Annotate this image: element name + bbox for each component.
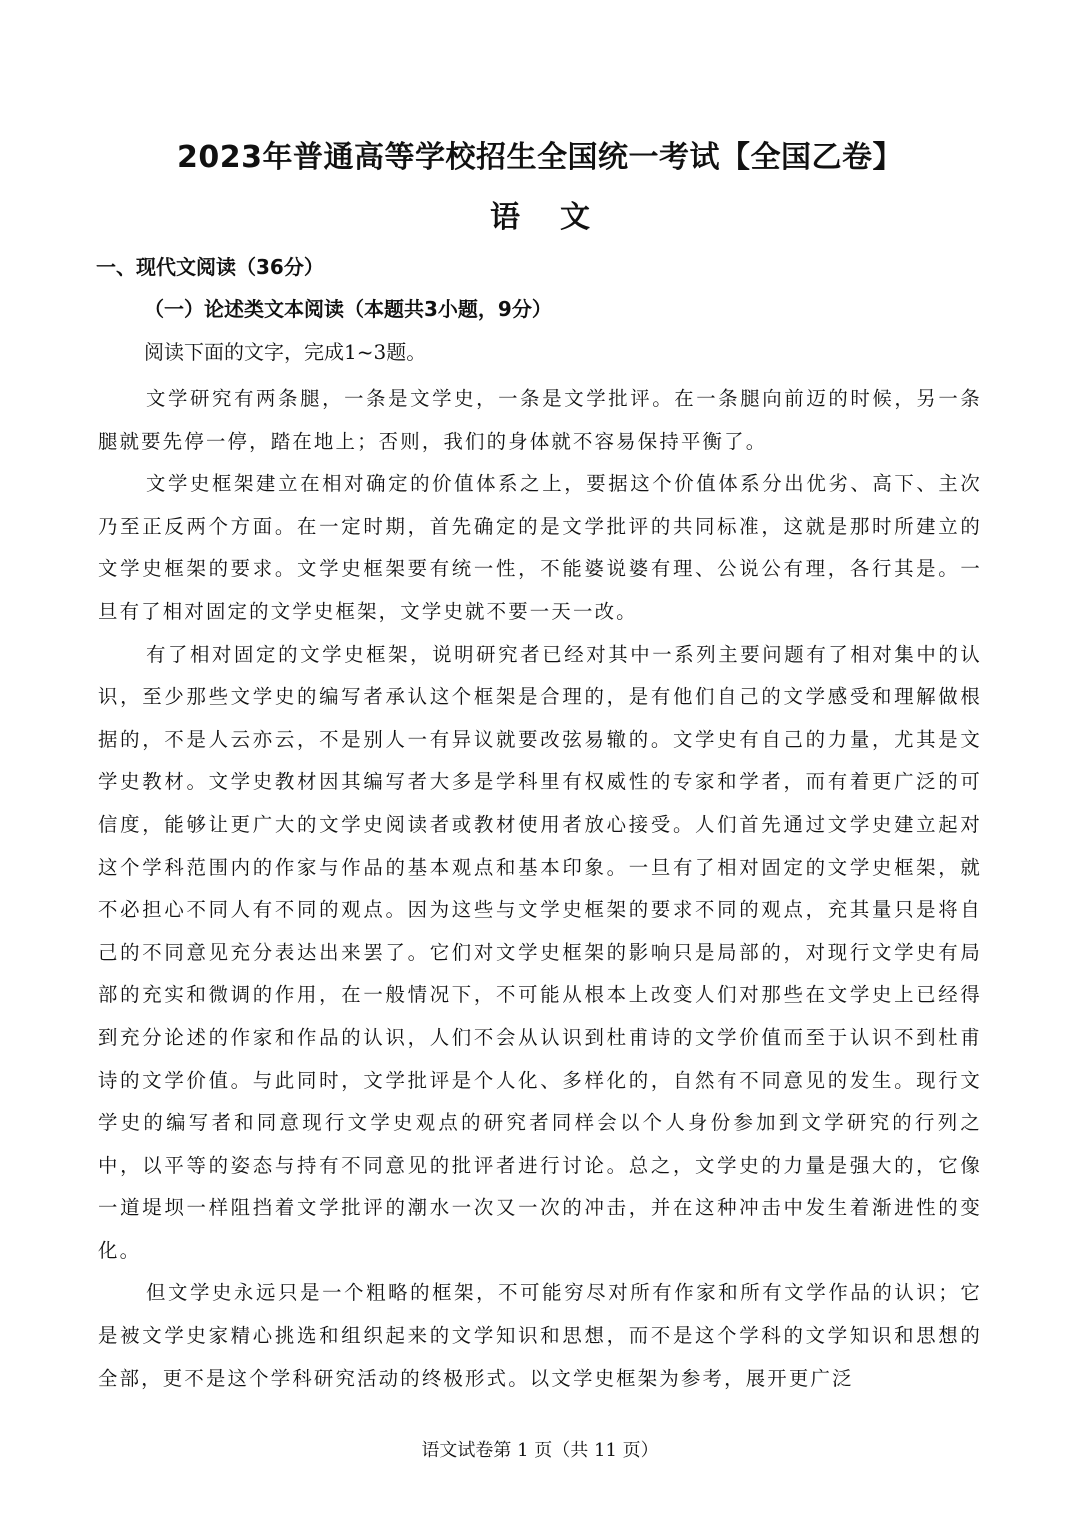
exam-title: 2023年普通高等学校招生全国统一考试【全国乙卷】 <box>177 140 903 175</box>
passage-paragraph-2: 文学史框架建立在相对确定的价值体系之上，要据这个价值体系分出优劣、高下、主次乃至正反两个方面。在一定时期，首先确定的是文学批评的共同标准，这就是那时所建立的文学史框架的要求。文学史框架要有统一性，不能婆说婆有理、公说公有理，各行其是。一旦有了相对固定的文学史框架，文学史就不要一天一改。 <box>98 472 982 623</box>
subject-title: 语文 <box>490 200 630 235</box>
page-footer: 语文试卷第 1 页（共 11 页） <box>421 1440 659 1461</box>
section-heading: 一、现代文阅读（36分） <box>96 255 324 279</box>
subsection-heading: （一）论述类文本阅读（本题共3小题，9分） <box>144 297 552 321</box>
reading-instruction: 阅读下面的文字，完成1~3题。 <box>144 340 427 364</box>
passage-paragraph-3: 有了相对固定的文学史框架，说明研究者已经对其中一系列主要问题有了相对集中的认识，至少那些文学史的编写者承认这个框架是合理的，是有他们自己的文学感受和理解做根据的，不是人云亦云，不是别人一有异议就要改弦易辙的。文学史有自己的力量，尤其是文学史教材。文学史教材因其编写者大多是学科里有权威性的专家和学者，而有着更广泛的可信度，能够让更广大的文学史阅读者或教材使用者放心接受。人们首先通过文学史建立起对这个学科范围内的作家与作品的基本观点和基本印象。一旦有了相对固定的文学史框架，就不必担心不同人有不同的观点。因为这些与文学史框架的要求不同的观点，充其量只是将自己的不同意见充分表达出来罢了。它们对文学史框架的影响只是局部的，对现行文学史有局部的充实和微调的作用，在一般情况下，不可能从根本上改变人们对那些在文学史上已经得到充分论述的作家和作品的认识，人们不会从认识到杜甫诗的文学价值而至于认识不到杜甫诗的文学价值。与此同时，文学批评是个人化、多样化的，自然有不同意见的发生。现行文学史的编写者和同意现行文学史观点的研究者同样会以个人身份参加到文学研究的行列之中，以平等的姿态与持有不同意见的批评者进行讨论。总之，文学史的力量是强大的，它像一道堤坝一样阻挡着文学批评的潮水一次又一次的冲击，并在这种冲击中发生着渐进性的变化。 <box>98 642 982 1262</box>
passage-body <box>98 378 982 1400</box>
passage-paragraph-1: 文学研究有两条腿，一条是文学史，一条是文学批评。在一条腿向前迈的时候，另一条腿就要先停一停，踏在地上；否则，我们的身体就不容易保持平衡了。 <box>98 387 982 453</box>
passage-paragraph-4: 但文学史永远只是一个粗略的框架，不可能穷尽对所有作家和所有文学作品的认识；它是被文学史家精心挑选和组织起来的文学知识和思想，而不是这个学科的文学知识和思想的全部，更不是这个学科研究活动的终极形式。以文学史框架为参考，展开更广泛 <box>98 1281 982 1390</box>
